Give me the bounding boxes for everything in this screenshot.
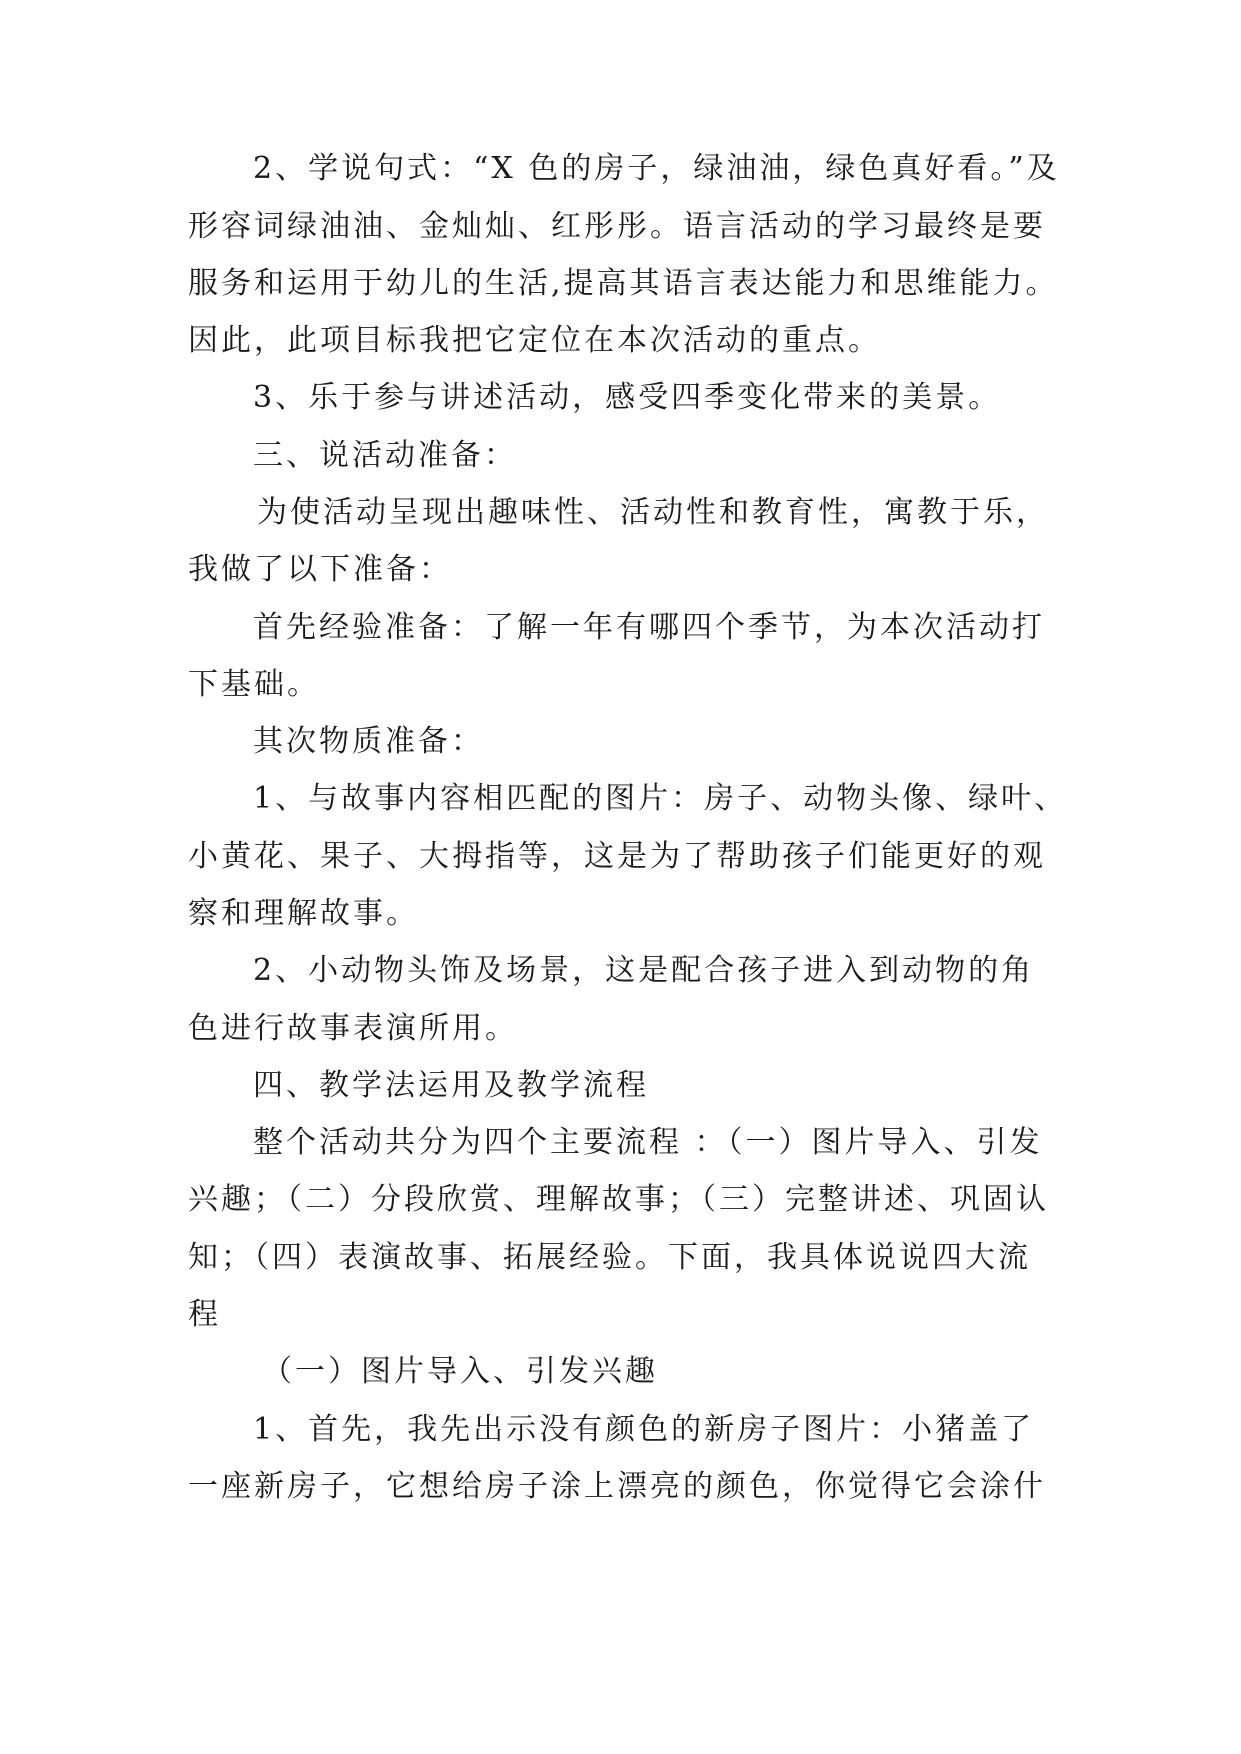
text-line: 知；（四）表演故事、拓展经验。下面，我具体说说四大流	[188, 1240, 1031, 1275]
text-line: 2、学说句式：“X 色的房子，绿油油，绿色真好看。”及	[253, 151, 1060, 186]
text-line: 1、首先，我先出示没有颜色的新房子图片：小猪盖了	[253, 1412, 1035, 1447]
text-line: 察和理解故事。	[188, 896, 419, 931]
text-line: 程	[188, 1297, 221, 1332]
text-line: 因此，此项目标我把它定位在本次活动的重点。	[188, 323, 881, 358]
text-line: 服务和运用于幼儿的生活,提高其语言表达能力和思维能力。	[188, 266, 1059, 301]
section-heading: 四、教学法运用及教学流程	[253, 1068, 649, 1103]
section-heading: 三、说活动准备：	[253, 438, 517, 473]
text-line: 首先经验准备：了解一年有哪四个季节，为本次活动打	[253, 610, 1045, 645]
text-line: 兴趣；（二）分段欣赏、理解故事；（三）完整讲述、巩固认	[188, 1182, 1049, 1217]
text-line: 1、与故事内容相匹配的图片：房子、动物头像、绿叶、	[253, 781, 1068, 816]
text-line: 色进行故事表演所用。	[188, 1011, 518, 1046]
text-line: 整个活动共分为四个主要流程 ：（一）图片导入、引发	[253, 1125, 1043, 1160]
text-line: 形容词绿油油、金灿灿、红彤彤。语言活动的学习最终是要	[188, 209, 1046, 244]
text-line: 其次物质准备：	[253, 724, 484, 759]
text-line: 我做了以下准备：	[188, 552, 452, 587]
text-line: 小黄花、果子、大拇指等，这是为了帮助孩子们能更好的观	[188, 839, 1046, 874]
text-line: 下基础。	[188, 667, 320, 702]
subsection-heading: （一）图片导入、引发兴趣	[262, 1354, 658, 1389]
text-line: 3、乐于参与讲述活动，感受四季变化带来的美景。	[253, 380, 1002, 415]
text-line: 一座新房子，它想给房子涂上漂亮的颜色，你觉得它会涂什	[188, 1469, 1046, 1504]
text-line: 为使活动呈现出趣味性、活动性和教育性，寓教于乐，	[257, 495, 1049, 530]
text-line: 2、小动物头饰及场景，这是配合孩子进入到动物的角	[253, 953, 1035, 988]
